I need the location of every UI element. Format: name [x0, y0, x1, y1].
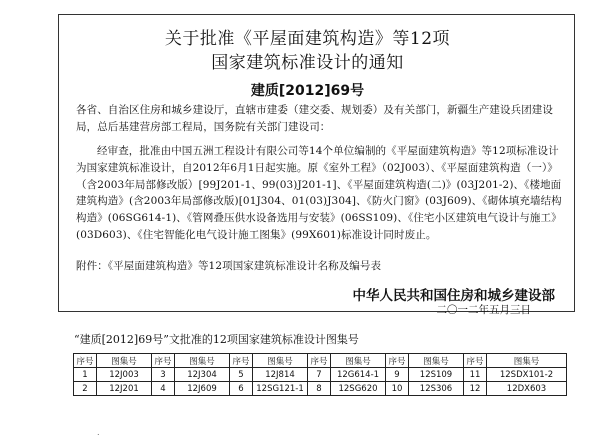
table-cell: 12S109 — [409, 368, 464, 382]
table-cell: 8 — [308, 382, 331, 396]
addressee-paragraph: 各省、自治区住房和城乡建设厅，直辖市建委（建交委、规划委）及有关部门，新疆生产建设兵团建设局，总后基建营房部工程局，国务院有关部门建设司： — [76, 104, 553, 133]
header-cell: 图集号 — [409, 354, 464, 368]
issue-date: 二〇一二年五月三日 — [436, 304, 531, 316]
attachment-line: 附件：《平屋面建筑构造》等12项国家建筑标准设计名称及编号表 — [76, 260, 382, 272]
table-cell: 12SG620 — [331, 382, 386, 396]
header-cell: 图集号 — [97, 354, 152, 368]
table-cell: 12SG121-1 — [253, 382, 308, 396]
page-mark: . — [97, 428, 100, 437]
notice-title-line2: 国家建筑标准设计的通知 — [211, 53, 404, 73]
header-cell: 序号 — [230, 354, 253, 368]
header-cell: 图集号 — [253, 354, 308, 368]
approval-paragraph: 经审查，批准由中国五洲工程设计有限公司等14个单位编制的《平屋面建筑构造》等12项标准设计为国家建筑标准设计，自2012年6月1日起实施。原《室外工程》（02J003）、《平屋面建筑构造（一）》（含2003年局部修改版）[99J201-1、99(03)J201-1]、《平屋面建筑构造(二)》(03J201-2)、《楼地面建筑构造》(含2003年局部修改版)[01J304、01(03)J304]、《防火门窗》(03J609)、《砌体填充墙结构构造》(06SG614-1)、《管网叠压供水设备选用与安装》(06SS109)、《住宅小区建筑电气设计与施工》(03D603)、《住宅智能化电气设计施工图集》(99X601)标准设计同时废止。 — [76, 145, 562, 241]
table-cell: 1 — [74, 368, 97, 382]
document-number: 建质[2012]69号 — [250, 83, 365, 99]
table-cell: 10 — [386, 382, 409, 396]
table-cell: 12DX603 — [487, 382, 567, 396]
table-cell: 4 — [152, 382, 175, 396]
issuing-authority: 中华人民共和国住房和城乡建设部 — [352, 288, 555, 304]
table-cell: 6 — [230, 382, 253, 396]
table-header-row — [74, 354, 567, 368]
table-row — [74, 368, 567, 382]
table-cell: 12 — [464, 382, 487, 396]
table-cell: 9 — [386, 368, 409, 382]
table-cell: 5 — [230, 368, 253, 382]
table-cell: 7 — [308, 368, 331, 382]
header-cell: 图集号 — [175, 354, 230, 368]
table-caption: “建质[2012]69号”文批准的12项国家建筑标准设计图集号 — [74, 333, 359, 346]
table-cell: 3 — [152, 368, 175, 382]
table-cell: 12J304 — [175, 368, 230, 382]
notice-title-line1: 关于批准《平屋面建筑构造》等12项 — [164, 29, 451, 49]
header-cell: 序号 — [464, 354, 487, 368]
table-cell: 2 — [74, 382, 97, 396]
table-cell: 12G614-1 — [331, 368, 386, 382]
header-cell: 序号 — [308, 354, 331, 368]
table-cell: 12S306 — [409, 382, 464, 396]
atlas-number-table — [73, 353, 567, 396]
table-cell: 11 — [464, 368, 487, 382]
header-cell: 序号 — [152, 354, 175, 368]
header-cell: 序号 — [74, 354, 97, 368]
header-cell: 序号 — [386, 354, 409, 368]
header-cell: 图集号 — [331, 354, 386, 368]
table-cell: 12J201 — [97, 382, 152, 396]
table-cell: 12J609 — [175, 382, 230, 396]
table-cell: 12J003 — [97, 368, 152, 382]
table-row — [74, 382, 567, 396]
table-cell: 12J814 — [253, 368, 308, 382]
header-cell: 图集号 — [487, 354, 567, 368]
table-cell: 12SDX101-2 — [487, 368, 567, 382]
